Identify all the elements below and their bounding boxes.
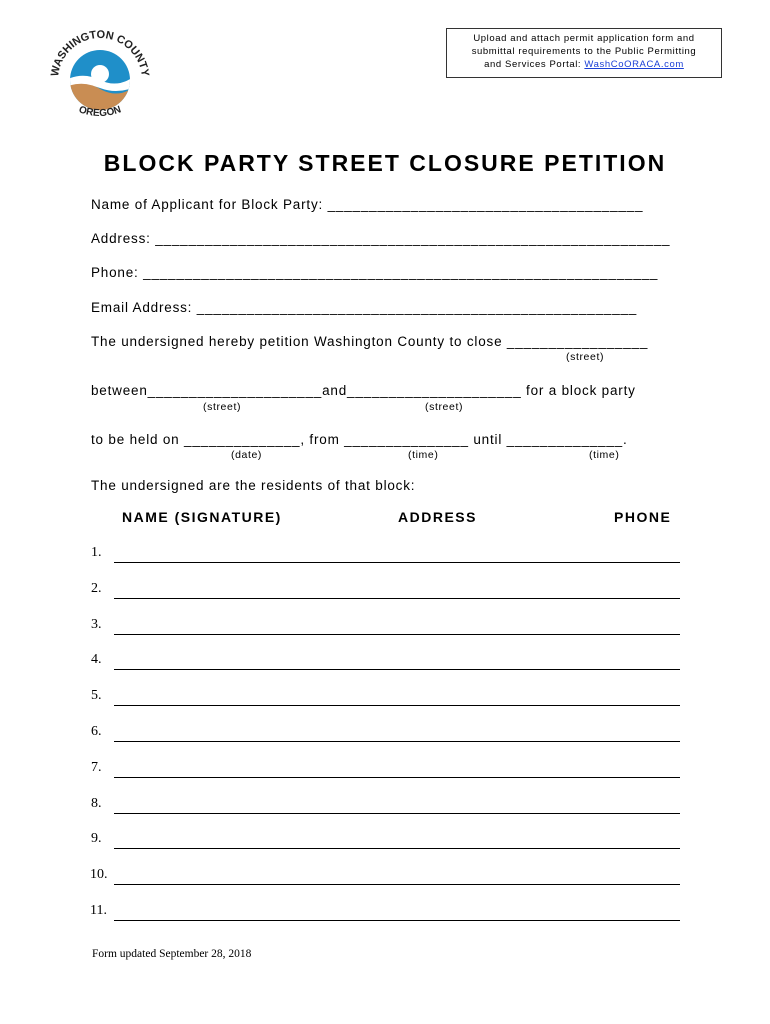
signature-row-line[interactable] [114, 848, 680, 849]
address-column-header: ADDRESS [398, 509, 477, 525]
portal-notice-box [446, 28, 722, 78]
date-time-line[interactable]: to be held on ______________, from _______________ until ______________. [91, 432, 628, 447]
between-streets-line[interactable]: between_____________________and_____________________ for a block party [91, 383, 636, 398]
signature-row-number: 8. [91, 796, 102, 811]
signature-row-line[interactable] [114, 813, 680, 814]
address-field[interactable]: Address: ______________________________________________________________ [91, 231, 671, 246]
residents-statement: The undersigned are the residents of that block: [91, 478, 416, 493]
signature-row-number: 2. [91, 581, 102, 596]
notice-line-3-prefix: and Services Portal: [484, 59, 585, 70]
signature-row-number: 4. [91, 652, 102, 667]
petition-close-street-line[interactable]: The undersigned hereby petition Washington County to close _________________ [91, 334, 649, 349]
signature-row-line[interactable] [114, 777, 680, 778]
notice-line-2: submittal requirements to the Public Permitting [471, 46, 697, 57]
petition-street-caption: (street) [566, 351, 605, 363]
signature-row-number: 9. [91, 831, 102, 846]
phone-column-header: PHONE [614, 509, 672, 525]
signature-row-line[interactable] [114, 884, 680, 885]
between-street-caption-2: (street) [425, 401, 464, 413]
portal-link[interactable]: WashCoORACA.com [584, 59, 684, 70]
signature-row-line[interactable] [114, 920, 680, 921]
notice-line-3 [447, 58, 721, 71]
page-title: BLOCK PARTY STREET CLOSURE PETITION [103, 150, 667, 176]
form-updated-footer: Form updated September 28, 2018 [92, 948, 252, 960]
notice-line-1: Upload and attach permit application form and [473, 33, 695, 44]
signature-row-number: 7. [91, 760, 102, 775]
signature-row-line[interactable] [114, 598, 680, 599]
signature-row-line[interactable] [114, 741, 680, 742]
date-caption: (date) [231, 449, 263, 461]
from-time-caption: (time) [408, 449, 439, 461]
email-field[interactable]: Email Address: _____________________________________________________ [91, 300, 638, 315]
signature-row-number: 1. [91, 545, 102, 560]
signature-row-number: 10. [90, 867, 108, 882]
applicant-name-field[interactable]: Name of Applicant for Block Party: ______________________________________ [91, 197, 644, 212]
name-signature-column-header: NAME (SIGNATURE) [122, 509, 282, 525]
between-street-caption-1: (street) [203, 401, 242, 413]
until-time-caption: (time) [589, 449, 620, 461]
washington-county-logo [48, 24, 152, 128]
signature-row-line[interactable] [114, 669, 680, 670]
phone-field[interactable]: Phone: ______________________________________________________________ [91, 265, 659, 280]
signature-row-line[interactable] [114, 634, 680, 635]
logo-top-text: WASHINGTON COUNTY [49, 28, 151, 78]
signature-row-line[interactable] [114, 562, 680, 563]
logo-bottom-text: OREGON [77, 104, 123, 120]
signature-row-number: 5. [91, 688, 102, 703]
signature-row-number: 3. [91, 617, 102, 632]
signature-row-number: 6. [91, 724, 102, 739]
signature-row-number: 11. [90, 903, 107, 918]
signature-row-line[interactable] [114, 705, 680, 706]
